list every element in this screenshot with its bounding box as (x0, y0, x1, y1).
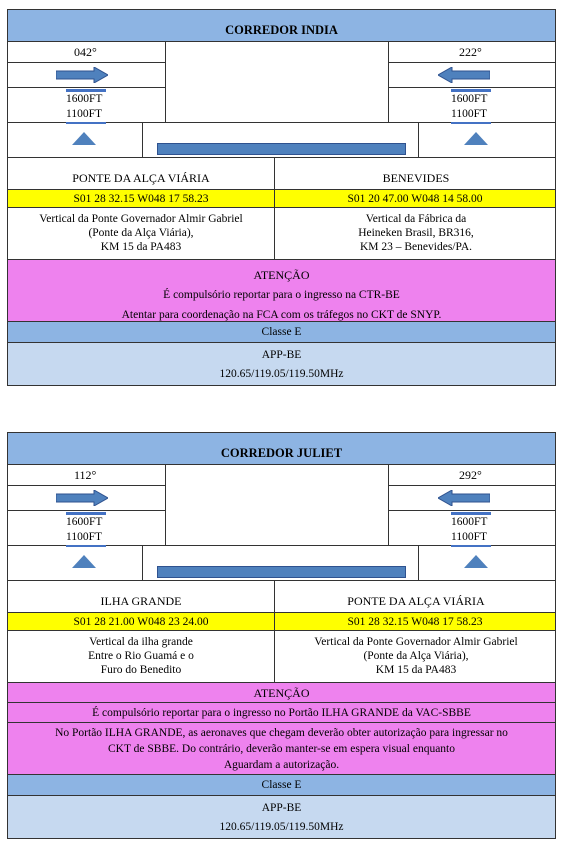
frequencies: 120.65/119.05/119.50MHz (219, 821, 344, 833)
altitude-block-left (66, 89, 106, 124)
alt-lower: 1100FT (451, 531, 487, 543)
arrow-right-icon (56, 490, 108, 506)
point-right-desc: Vertical da Ponte Governador Almir Gabriel (Ponte da Alça Viária), KM 15 da PA483 (314, 636, 518, 676)
frequencies: 120.65/119.05/119.50MHz (219, 368, 344, 380)
corridor-india-table (7, 9, 556, 386)
point-left-coords: S01 28 21.00 W048 23 24.00 (8, 613, 275, 630)
attention-title: ATENÇÃO (253, 268, 310, 282)
point-left-desc: Vertical da Ponte Governador Almir Gabriel (Ponte da Alça Viária), KM 15 da PA483 (8, 208, 275, 259)
alt-upper: 1600FT (451, 516, 488, 528)
atc-unit: APP-BE (261, 802, 302, 814)
heading-right: 222° (459, 45, 482, 59)
point-right-name: PONTE DA ALÇA VIÁRIA (347, 594, 485, 608)
heading-left: 042° (74, 45, 97, 59)
desc-row (7, 631, 556, 683)
airspace-class: Classe E (7, 322, 556, 343)
point-left-desc: Vertical da ilha grande Entre o Rio Guamá e o Furo do Benedito (8, 631, 275, 682)
atc-unit-box (7, 796, 556, 839)
runway-bar-icon (157, 566, 406, 578)
alt-upper: 1600FT (451, 93, 488, 105)
point-left-name: ILHA GRANDE (8, 581, 275, 612)
alt-upper: 1600FT (66, 93, 103, 105)
alt-lower: 1100FT (451, 108, 487, 120)
heading-left: 112° (74, 468, 97, 482)
corridor-diagram (7, 465, 556, 581)
point-right-name: BENEVIDES (382, 171, 450, 185)
point-right-coords: S01 20 47.00 W048 14 58.00 (275, 190, 555, 207)
alt-lower: 1100FT (66, 531, 102, 543)
attention-box: ATENÇÃO É compulsório reportar para o ingresso na CTR-BE Atentar para coordenação na FCA com os tráfegos no CKT de SNYP. (7, 260, 556, 322)
altitude-block-right (451, 89, 491, 124)
arrow-left-icon (438, 67, 490, 83)
corridor-title: CORREDOR JULIET (7, 432, 556, 465)
desc-row (7, 208, 556, 260)
runway-bar-icon (157, 143, 406, 155)
heading-right: 292° (459, 468, 482, 482)
point-names-row (7, 581, 556, 613)
point-left-coords: S01 28 32.15 W048 17 58.23 (8, 190, 275, 207)
triangle-up-icon (464, 132, 488, 145)
altitude-block-left (66, 512, 106, 547)
corridor-diagram (7, 42, 556, 158)
triangle-up-icon (72, 555, 96, 568)
airspace-class: Classe E (7, 775, 556, 796)
atc-unit-box (7, 343, 556, 386)
point-names-row (7, 158, 556, 190)
arrow-right-icon (56, 67, 108, 83)
alt-upper: 1600FT (66, 516, 103, 528)
attention-block: No Portão ILHA GRANDE, as aeronaves que chegam deverão obter autorização para ingressar no CKT de SBBE. Do contrário, deverão manter-se em espera visual enquanto Aguardam a autorização. (7, 723, 556, 775)
triangle-up-icon (72, 132, 96, 145)
altitude-block-right (451, 512, 491, 547)
corridor-juliet-table (7, 432, 556, 839)
triangle-up-icon (464, 555, 488, 568)
atc-unit: APP-BE (261, 349, 302, 361)
coords-row (7, 613, 556, 631)
attention-title: ATENÇÃO (7, 683, 556, 703)
corridor-title: CORREDOR INDIA (7, 9, 556, 42)
point-left-name: PONTE DA ALÇA VIÁRIA (8, 158, 275, 189)
coords-row (7, 190, 556, 208)
attention-line: É compulsório reportar para o ingresso no Portão ILHA GRANDE da VAC-SBBE (7, 703, 556, 723)
point-right-desc: Vertical da Fábrica da Heineken Brasil, BR316, KM 23 – Benevides/PA. (358, 213, 474, 253)
arrow-left-icon (438, 490, 490, 506)
alt-lower: 1100FT (66, 108, 102, 120)
point-right-coords: S01 28 32.15 W048 17 58.23 (275, 613, 555, 630)
